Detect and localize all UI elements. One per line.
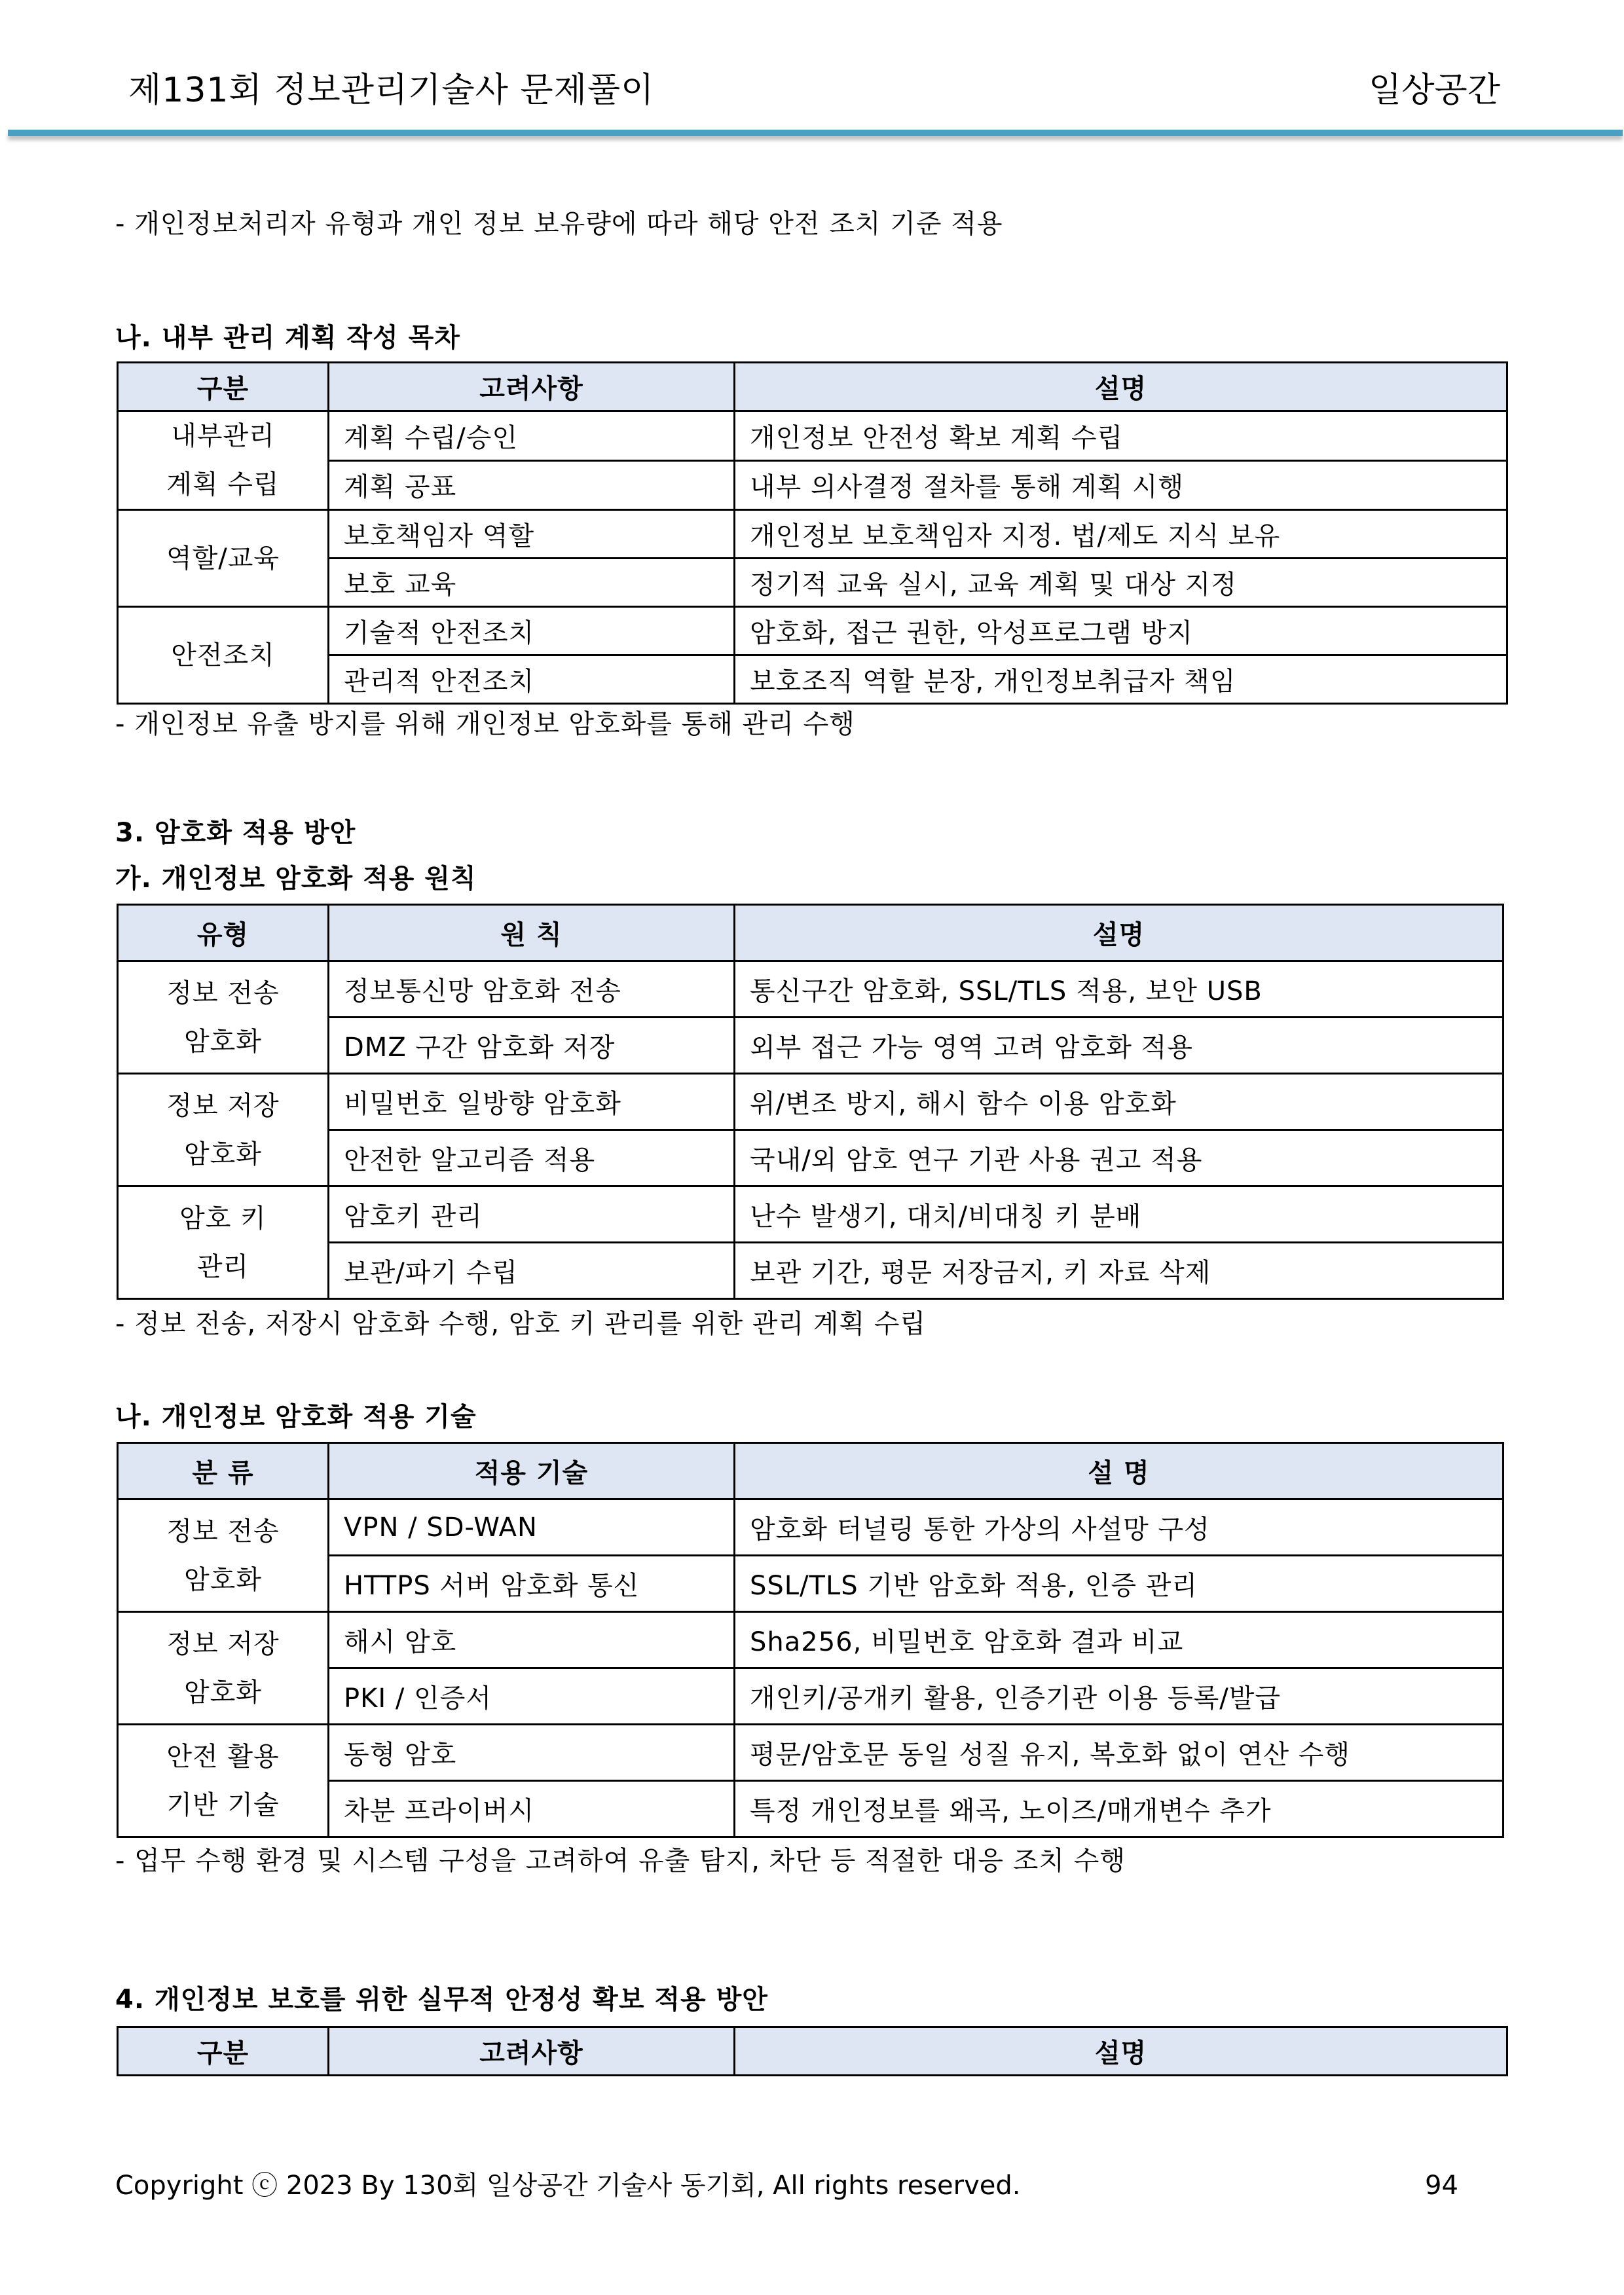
desc-cell: 외부 접근 가능 영역 고려 암호화 적용 [735,1018,1504,1074]
header-divider [8,130,1623,136]
desc-cell: 보관 기간, 평문 저장금지, 키 자료 삭제 [735,1243,1504,1299]
column-header: 구분 [118,363,329,411]
practical-safety-table [117,2026,1508,2076]
item-cell: 계획 수립/승인 [329,411,735,461]
column-header: 적용 기술 [329,1443,735,1499]
category-cell: 역할/교육 [118,510,329,607]
intro-note: - 개인정보처리자 유형과 개인 정보 보유량에 따라 해당 안전 조치 기준 적용 [115,209,1003,239]
item-cell: 동형 암호 [329,1725,735,1781]
desc-cell: 위/변조 방지, 해시 함수 이용 암호화 [735,1074,1504,1130]
desc-cell: 국내/외 암호 연구 기관 사용 권고 적용 [735,1130,1504,1186]
category-cell: 내부관리 계획 수립 [118,411,329,510]
column-header: 설 명 [735,1443,1504,1499]
desc-cell: 평문/암호문 동일 성질 유지, 복호화 없이 연산 수행 [735,1725,1504,1781]
desc-cell: SSL/TLS 기반 암호화 적용, 인증 관리 [735,1556,1504,1612]
section3-na-heading: 나. 개인정보 암호화 적용 기술 [115,1402,477,1432]
table-header-row [118,905,1504,961]
item-cell: 보호 교육 [329,559,735,607]
column-header: 고려사항 [329,363,735,411]
category-cell: 안전조치 [118,607,329,704]
table-row [118,961,1504,1018]
table-header-row [118,363,1507,411]
table-row [118,1186,1504,1243]
encryption-technology-table [117,1442,1504,1838]
column-header: 구분 [118,2027,329,2076]
category-cell: 정보 전송 암호화 [118,961,329,1074]
header-title: 제131회 정보관리기술사 문제풀이 [128,71,655,110]
item-cell: 정보통신망 암호화 전송 [329,961,735,1018]
desc-cell: 암호화, 접근 권한, 악성프로그램 방지 [735,607,1507,655]
category-cell: 정보 저장 암호화 [118,1074,329,1186]
desc-cell: 개인키/공개키 활용, 인증기관 이용 등록/발급 [735,1668,1504,1725]
footer-copyright: Copyright ⓒ 2023 By 130회 일상공간 기술사 동기회, All rights reserved. [115,2171,1021,2201]
table-row [118,1074,1504,1130]
item-cell: 차분 프라이버시 [329,1781,735,1837]
column-header: 설명 [735,363,1507,411]
desc-cell: 통신구간 암호화, SSL/TLS 적용, 보안 USB [735,961,1504,1018]
column-header: 분 류 [118,1443,329,1499]
section3-heading: 3. 암호화 적용 방안 [115,818,356,848]
item-cell: 암호키 관리 [329,1186,735,1243]
internal-plan-table [117,361,1508,705]
desc-cell: 내부 의사결정 절차를 통해 계획 시행 [735,460,1507,510]
item-cell: PKI / 인증서 [329,1668,735,1725]
column-header: 설명 [735,905,1504,961]
column-header: 유형 [118,905,329,961]
desc-cell: Sha256, 비밀번호 암호화 결과 비교 [735,1612,1504,1668]
table-row [118,510,1507,559]
column-header: 설명 [735,2027,1507,2076]
category-cell: 정보 전송 암호화 [118,1499,329,1612]
item-cell: 보관/파기 수립 [329,1243,735,1299]
desc-cell: 개인정보 안전성 확보 계획 수립 [735,411,1507,461]
item-cell: 해시 암호 [329,1612,735,1668]
column-header: 원 칙 [329,905,735,961]
item-cell: HTTPS 서버 암호화 통신 [329,1556,735,1612]
section3-ga-note: - 정보 전송, 저장시 암호화 수행, 암호 키 관리를 위한 관리 계획 수립 [115,1309,927,1339]
table-header-row [118,2027,1507,2076]
table-header-row [118,1443,1504,1499]
item-cell: 보호책임자 역할 [329,510,735,559]
desc-cell: 정기적 교육 실시, 교육 계획 및 대상 지정 [735,559,1507,607]
item-cell: 안전한 알고리즘 적용 [329,1130,735,1186]
header-brand: 일상공간 [1369,71,1500,110]
section-na1-note: - 개인정보 유출 방지를 위해 개인정보 암호화를 통해 관리 수행 [115,709,855,739]
section4-heading: 4. 개인정보 보호를 위한 실무적 안정성 확보 적용 방안 [115,1985,768,2015]
item-cell: VPN / SD-WAN [329,1499,735,1556]
item-cell: DMZ 구간 암호화 저장 [329,1018,735,1074]
desc-cell: 특정 개인정보를 왜곡, 노이즈/매개변수 추가 [735,1781,1504,1837]
table-row [118,1499,1504,1556]
item-cell: 관리적 안전조치 [329,655,735,704]
item-cell: 계획 공표 [329,460,735,510]
category-cell: 정보 저장 암호화 [118,1612,329,1725]
desc-cell: 난수 발생기, 대치/비대칭 키 분배 [735,1186,1504,1243]
desc-cell: 개인정보 보호책임자 지정. 법/제도 지식 보유 [735,510,1507,559]
encryption-principle-table [117,904,1504,1300]
section3-ga-heading: 가. 개인정보 암호화 적용 원칙 [115,864,477,894]
category-cell: 암호 키 관리 [118,1186,329,1299]
page-number: 94 [1425,2171,1458,2201]
section-na1-heading: 나. 내부 관리 계획 작성 목차 [115,323,460,353]
section3-na-note: - 업무 수행 환경 및 시스템 구성을 고려하여 유출 탐지, 차단 등 적절한 대응 조치 수행 [115,1846,1126,1876]
column-header: 고려사항 [329,2027,735,2076]
item-cell: 기술적 안전조치 [329,607,735,655]
category-cell: 안전 활용 기반 기술 [118,1725,329,1837]
desc-cell: 보호조직 역할 분장, 개인정보취급자 책임 [735,655,1507,704]
table-row [118,1725,1504,1781]
table-row [118,1612,1504,1668]
desc-cell: 암호화 터널링 통한 가상의 사설망 구성 [735,1499,1504,1556]
table-row [118,411,1507,461]
item-cell: 비밀번호 일방향 암호화 [329,1074,735,1130]
table-row [118,607,1507,655]
